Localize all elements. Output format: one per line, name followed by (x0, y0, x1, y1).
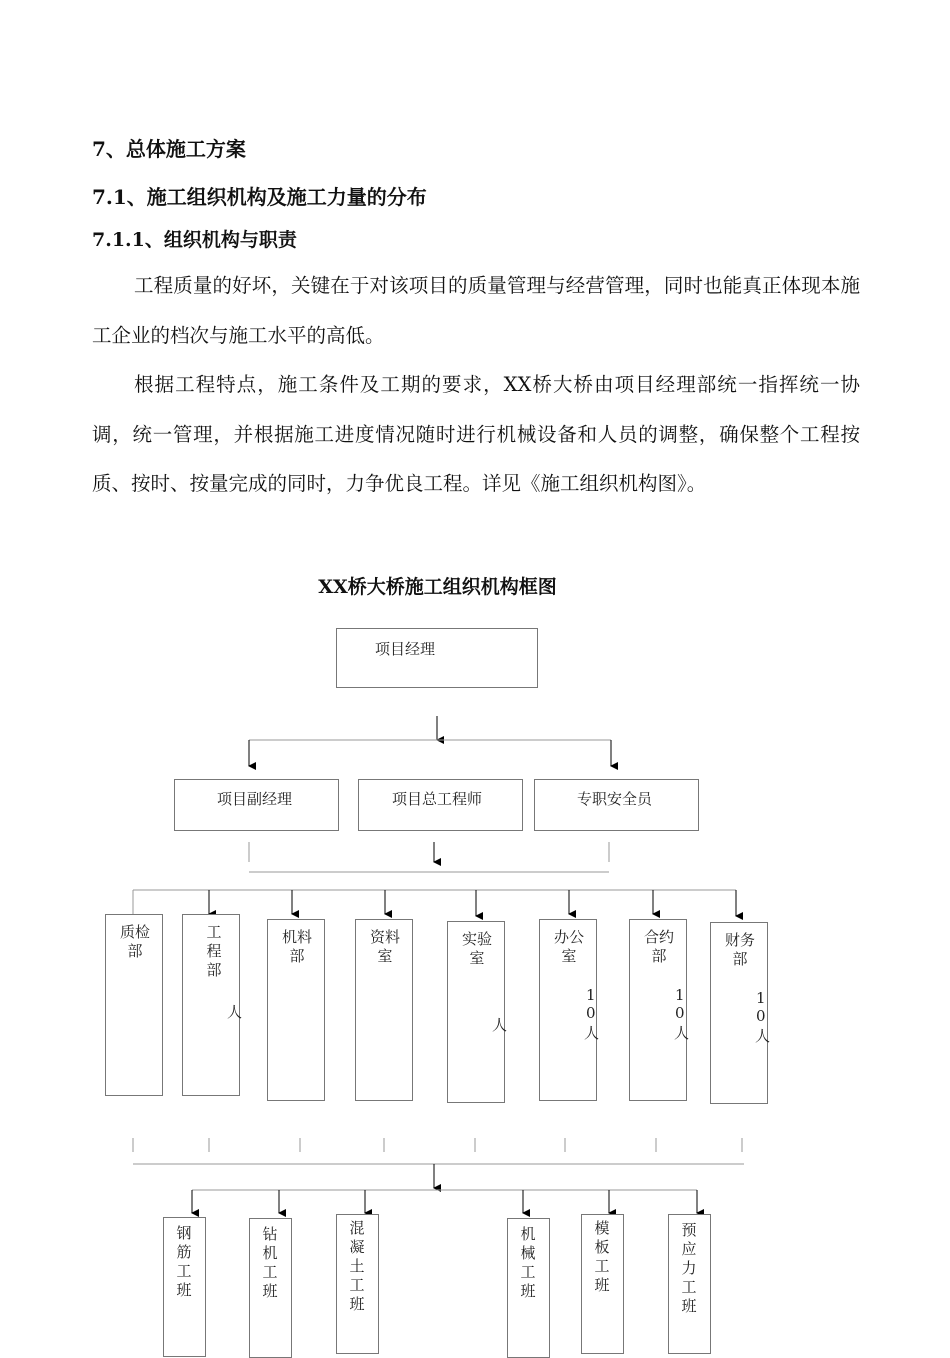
label-dept-quality: 质检部 (119, 923, 150, 960)
count-digit-contracts-1: 1 (675, 986, 685, 1004)
label-dept-office: 办公室 (553, 928, 584, 965)
box-dept-laboratory (447, 921, 508, 1103)
label-dept-laboratory: 实验室 (461, 930, 492, 967)
box-dept-finance (710, 922, 771, 1104)
person-char-engineering: 人 (227, 1003, 243, 1021)
count-digit-office-1: 1 (586, 986, 596, 1004)
label-dept-contracts: 合约部 (643, 928, 674, 965)
box-team-prestress (668, 1214, 711, 1354)
person-char-laboratory: 人 (492, 1016, 508, 1034)
label-project-manager: 项目经理 (375, 640, 436, 658)
person-char-contracts: 人 (674, 1024, 690, 1042)
label-team-prestress: 预应力工班 (681, 1221, 697, 1315)
label-dept-archives: 资料室 (369, 928, 400, 965)
section-heading: 7、总体施工方案 (92, 137, 246, 161)
label-dept-finance: 财务部 (724, 931, 755, 968)
count-digit-finance-0: 0 (756, 1007, 766, 1025)
subsection-heading: 7.1、施工组织机构及施工力量的分布 (92, 185, 427, 209)
count-digit-finance-1: 1 (756, 989, 766, 1007)
box-team-drilling (249, 1218, 292, 1358)
box-dept-contracts (629, 919, 690, 1101)
box-chief-engineer (358, 779, 523, 831)
label-team-machinery: 机械工班 (520, 1225, 536, 1300)
label-chief-engineer: 项目总工程师 (392, 790, 483, 808)
paragraph-organization: 根据工程特点，施工条件及工期的要求，XX桥大桥由项目经理部统一指挥统一协调，统一管理，并根据施工进度情况随时进行机械设备和人员的调整，确保整个工程按质、按时、按量完成的同时，力争优良工程。详见《施工组织机构图》。 (92, 373, 860, 495)
box-dept-archives (355, 919, 413, 1101)
box-dept-quality (105, 914, 163, 1096)
label-dept-materials: 机料部 (281, 928, 312, 965)
label-team-drilling: 钻机工班 (262, 1225, 278, 1300)
label-safety-officer: 专职安全员 (577, 790, 653, 808)
box-safety-officer (534, 779, 699, 831)
box-team-rebar (163, 1217, 206, 1357)
box-deputy-manager (174, 779, 339, 831)
box-team-formwork (581, 1214, 624, 1354)
label-team-formwork: 模板工班 (594, 1219, 610, 1294)
label-dept-engineering: 工程部 (206, 923, 222, 979)
box-dept-engineering (182, 914, 243, 1096)
count-digit-office-0: 0 (586, 1004, 596, 1022)
chart-title: XX桥大桥施工组织机构框图 (318, 576, 557, 598)
person-char-finance: 人 (755, 1027, 771, 1045)
box-team-machinery (507, 1218, 550, 1358)
sub-subsection-heading: 7.1.1、组织机构与职责 (92, 229, 297, 251)
label-deputy-manager: 项目副经理 (217, 790, 293, 808)
label-team-concrete: 混凝土工班 (349, 1219, 365, 1313)
box-dept-office (539, 919, 600, 1101)
label-team-rebar: 钢筋工班 (176, 1224, 192, 1299)
box-dept-materials (267, 919, 325, 1101)
person-char-office: 人 (584, 1024, 600, 1042)
count-digit-contracts-0: 0 (675, 1004, 685, 1022)
paragraph-quality: 工程质量的好坏，关键在于对该项目的质量管理与经营管理，同时也能真正体现本施工企业的档次与施工水平的高低。 (92, 274, 860, 347)
box-team-concrete (336, 1214, 379, 1354)
box-project-manager (336, 628, 538, 688)
